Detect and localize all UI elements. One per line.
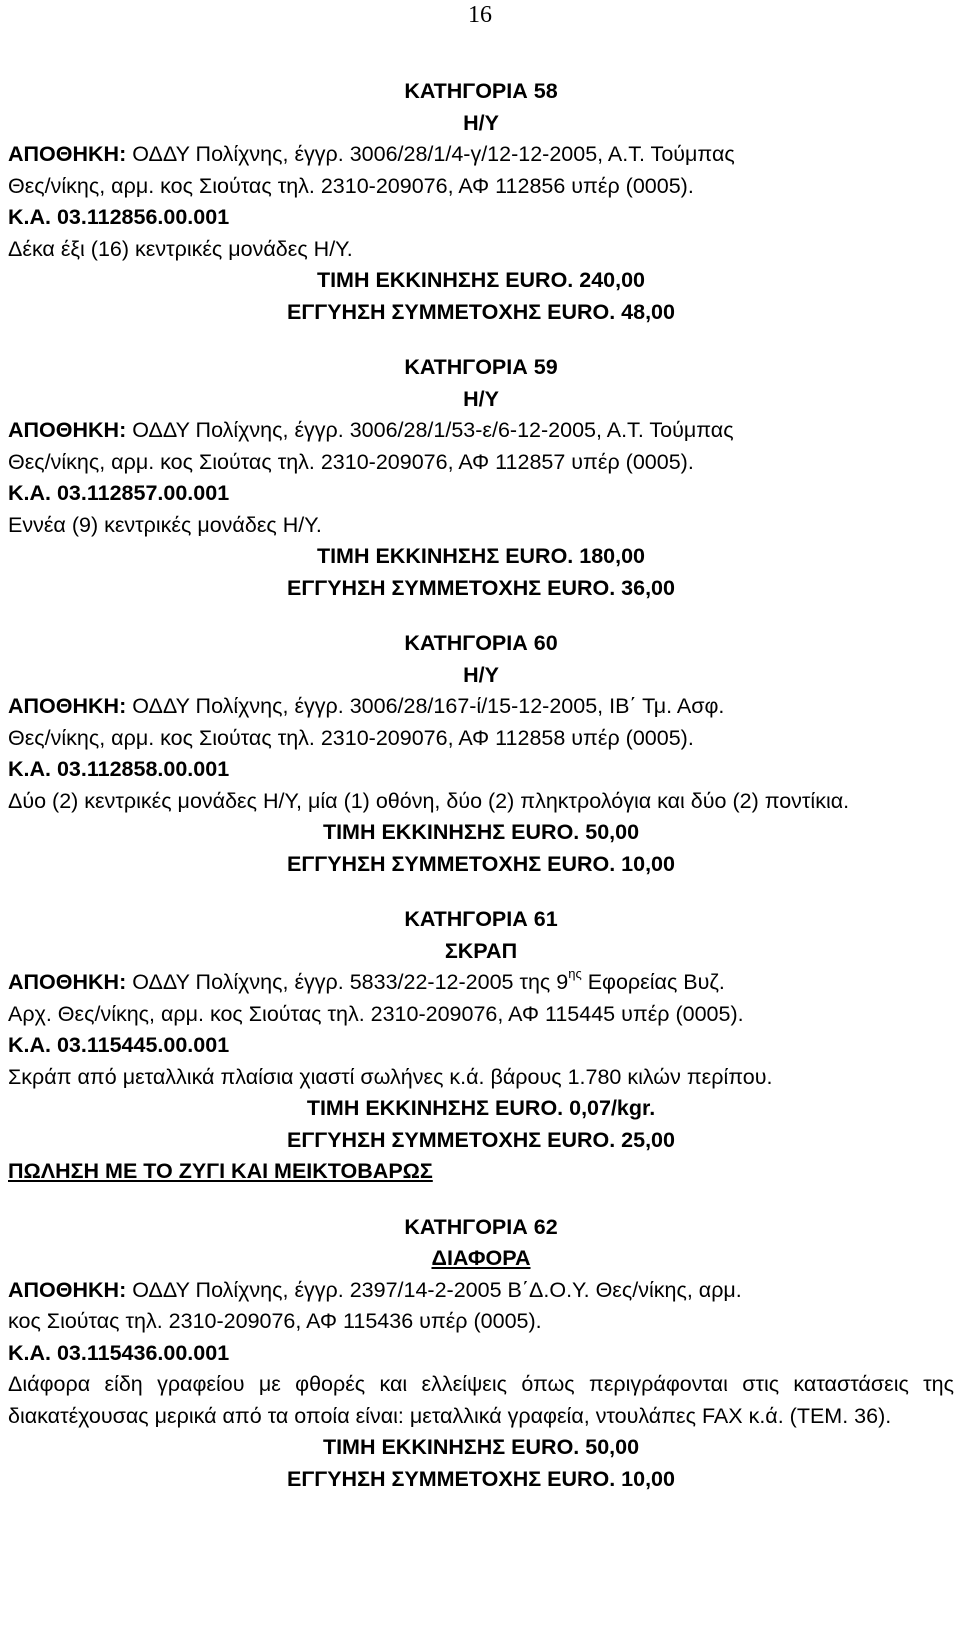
- account-code: Κ.Α. 03.112856.00.001: [8, 205, 230, 229]
- category-type: Η/Υ: [463, 662, 499, 687]
- item-description: Διάφορα είδη γραφείου με φθορές και ελλείψεις όπως περιγράφονται στις καταστάσεις της διακατέχουσας μερικά από τα οποία είναι: μεταλλικά γραφεία, ντουλάπες FAX κ.ά. (ΤΕΜ. 36).: [8, 1372, 954, 1428]
- item-description: Εννέα (9) κεντρικές μονάδες Η/Υ.: [8, 512, 322, 537]
- participation-guarantee: ΕΓΓΥΗΣΗ ΣΥΜΜΕΤΟΧΗΣ EURO. 25,00: [287, 1127, 675, 1152]
- participation-guarantee: ΕΓΓΥΗΣΗ ΣΥΜΜΕΤΟΧΗΣ EURO. 10,00: [287, 1466, 675, 1491]
- warehouse-label: ΑΠΟΘΗΚΗ:: [8, 1277, 127, 1302]
- account-code: Κ.Α. 03.115436.00.001: [8, 1340, 230, 1365]
- warehouse-label: ΑΠΟΘΗΚΗ:: [8, 694, 127, 718]
- warehouse-text: ΟΔΔΥ Πολίχνης, έγγρ. 5833/22-12-2005 της 9: [126, 970, 569, 994]
- item-description: Σκράπ από μεταλλικά πλαίσια χιαστί σωλήνες κ.ά. βάρους 1.780 κιλών περίπου.: [8, 1064, 773, 1089]
- start-price: ΤΙΜΗ ΕΚΚΙΝΗΣΗΣ EURO. 180,00: [316, 544, 646, 568]
- category-heading: ΚΑΤΗΓΟΡΙΑ 62: [404, 1214, 558, 1239]
- warehouse-line-2: κος Σιούτας τηλ. 2310-209076, ΑΦ 115436 υπέρ (0005).: [8, 1309, 542, 1333]
- warehouse-line-1: [8, 1275, 954, 1307]
- warehouse-text: ΟΔΔΥ Πολίχνης, έγγρ. 3006/28/167-ί/15-12-2005, ΙΒ΄ Τμ. Ασφ.: [126, 694, 725, 718]
- sale-note: ΠΩΛΗΣΗ ΜΕ ΤΟ ΖΥΓΙ ΚΑΙ ΜΕΙΚΤΟΒΑΡΩΣ: [8, 1159, 433, 1183]
- warehouse-label: ΑΠΟΘΗΚΗ:: [8, 970, 127, 994]
- participation-guarantee: ΕΓΓΥΗΣΗ ΣΥΜΜΕΤΟΧΗΣ EURO. 36,00: [287, 575, 675, 600]
- item-description: Δύο (2) κεντρικές μονάδες Η/Υ, μία (1) οθόνη, δύο (2) πληκτρολόγια και δύο (2) ποντίκια.: [8, 788, 850, 813]
- category-heading: ΚΑΤΗΓΟΡΙΑ 60: [404, 631, 558, 655]
- item-description: Δέκα έξι (16) κεντρικές μονάδες Η/Υ.: [8, 236, 353, 261]
- warehouse-line-2: Θες/νίκης, αρμ. κος Σιούτας τηλ. 2310-209076, ΑΦ 112857 υπέρ (0005).: [8, 449, 694, 474]
- start-price: ΤΙΜΗ ΕΚΚΙΝΗΣΗΣ EURO. 50,00: [322, 820, 640, 844]
- category-type: ΔΙΑΦΟΡΑ: [431, 1246, 531, 1270]
- participation-guarantee: ΕΓΓΥΗΣΗ ΣΥΜΜΕΤΟΧΗΣ EURO. 10,00: [287, 851, 675, 876]
- warehouse-text: ΟΔΔΥ Πολίχνης, έγγρ. 3006/28/1/53-ε/6-12-2005, Α.Τ. Τούμπας: [126, 418, 734, 442]
- account-code: Κ.Α. 03.112857.00.001: [8, 481, 230, 505]
- warehouse-label: ΑΠΟΘΗΚΗ:: [8, 142, 127, 166]
- warehouse-line-1: [8, 691, 954, 723]
- page-number: 16: [468, 2, 492, 28]
- category-heading: ΚΑΤΗΓΟΡΙΑ 59: [404, 355, 558, 379]
- category-61: [8, 904, 954, 1188]
- category-60: [8, 628, 954, 880]
- account-code: Κ.Α. 03.112858.00.001: [8, 757, 230, 781]
- warehouse-text: ΟΔΔΥ Πολίχνης, έγγρ. 2397/14-2-2005 Β΄Δ.Ο.Υ. Θες/νίκης, αρμ.: [126, 1277, 742, 1302]
- category-heading: ΚΑΤΗΓΟΡΙΑ 61: [404, 907, 558, 931]
- category-type: ΣΚΡΑΠ: [444, 938, 518, 963]
- category-type: Η/Υ: [463, 386, 499, 411]
- ordinal-suffix: ης: [568, 965, 582, 981]
- warehouse-text-cont: Εφορείας Βυζ.: [581, 970, 725, 994]
- warehouse-text: ΟΔΔΥ Πολίχνης, έγγρ. 3006/28/1/4-γ/12-12-2005, Α.Τ. Τούμπας: [126, 142, 735, 166]
- category-heading: ΚΑΤΗΓΟΡΙΑ 58: [404, 79, 558, 103]
- warehouse-line-2: Θες/νίκης, αρμ. κος Σιούτας τηλ. 2310-209076, ΑΦ 112858 υπέρ (0005).: [8, 725, 694, 750]
- warehouse-label: ΑΠΟΘΗΚΗ:: [8, 418, 127, 442]
- warehouse-line-1: [8, 967, 954, 999]
- participation-guarantee: ΕΓΓΥΗΣΗ ΣΥΜΜΕΤΟΧΗΣ EURO. 48,00: [287, 299, 675, 324]
- document-body: [8, 76, 954, 1495]
- category-58: [8, 76, 954, 328]
- category-62: [8, 1212, 954, 1496]
- category-type: Η/Υ: [463, 110, 499, 135]
- start-price: ΤΙΜΗ ΕΚΚΙΝΗΣΗΣ EURO. 0,07/kgr.: [306, 1096, 656, 1120]
- warehouse-line-2: Αρχ. Θες/νίκης, αρμ. κος Σιούτας τηλ. 2310-209076, ΑΦ 115445 υπέρ (0005).: [8, 1001, 744, 1026]
- start-price: ΤΙΜΗ ΕΚΚΙΝΗΣΗΣ EURO. 240,00: [316, 268, 646, 292]
- warehouse-line-1: [8, 139, 954, 171]
- warehouse-line-1: [8, 415, 954, 447]
- start-price: ΤΙΜΗ ΕΚΚΙΝΗΣΗΣ EURO. 50,00: [322, 1435, 640, 1459]
- warehouse-line-2: Θες/νίκης, αρμ. κος Σιούτας τηλ. 2310-209076, ΑΦ 112856 υπέρ (0005).: [8, 173, 694, 198]
- account-code: Κ.Α. 03.115445.00.001: [8, 1033, 230, 1057]
- category-59: [8, 352, 954, 604]
